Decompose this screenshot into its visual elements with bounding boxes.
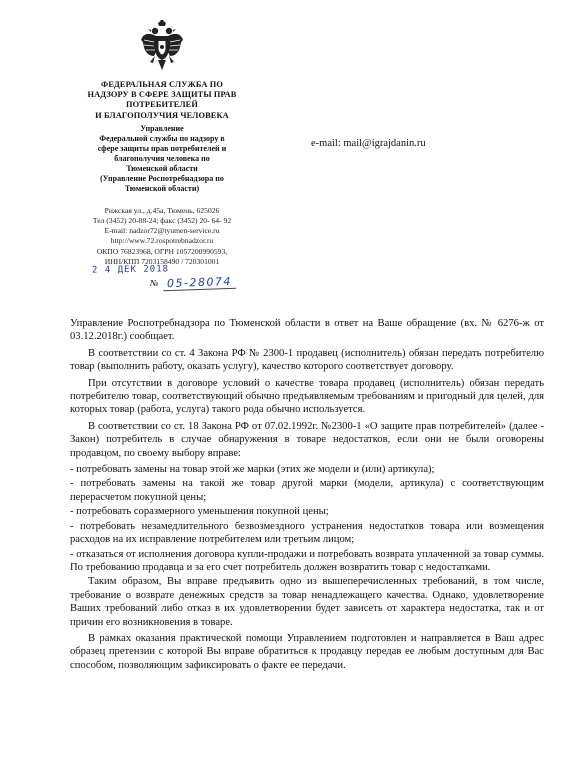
dept-name-line: сфере защиты прав потребителей и <box>97 143 227 153</box>
paragraph-article-4: В соответствии со ст. 4 Закона РФ № 2300-1 продавец (исполнитель) обязан передать потребителю товар (выполнить работу, оказать услугу), качество которого соответствует договору. <box>70 347 544 373</box>
paragraph-quality: При отсутствии в договоре условий о качестве товара продавец (исполнитель) обязан передать потребителю товар, соответствующий обычно предъявляемым требованиям и пригодный для целей, для которых товар (работа, услуга) такого рода обычно используется. <box>70 377 544 416</box>
reg-no-label: № <box>150 278 159 288</box>
paragraph-intro: Управление Роспотребнадзора по Тюменской области в ответ на Ваше обращение (вх. № 6276-ж от 03.12.2018г.) сообщает. <box>70 318 544 343</box>
dept-name-line: Тюменской области <box>126 163 198 173</box>
dept-name-line: Управление <box>140 123 184 133</box>
address-line: Рижская ул., д.45а, Тюмень, 625026 <box>104 205 220 215</box>
department-name <box>62 124 262 194</box>
phone-line: Тел (3452) 20-88-24; факс (3452) 20- 64- 92 <box>92 216 232 226</box>
reg-no-value: 05-28074 <box>162 275 235 292</box>
organization-name <box>62 80 262 121</box>
list-item: - потребовать соразмерного уменьшения покупной цены; <box>70 506 329 518</box>
paragraph-assistance: В рамках оказания практической помощи Управлением подготовлен и направляется в Ваш адрес образец претензии с которой Вы вправе обратиться к продавцу передав ее любым доступным для Вас способом, позволяющим зафиксировать о факте ее передачи. <box>70 632 544 671</box>
dept-name-line: Федеральной службы по надзору в <box>99 133 225 143</box>
registry-codes-line: ОКПО 76823968, ОГРН 1057200990593, <box>96 246 228 256</box>
list-item: - потребовать замены на товар этой же марки (этих же модели и (или) артикула); <box>70 464 435 476</box>
recipient-email: e-mail: mail@igrajdanin.ru <box>311 138 426 149</box>
letterhead <box>62 20 262 267</box>
letter-body <box>70 317 544 675</box>
tax-codes-line: ИНН/КПП 7203158490 / 720301001 <box>104 256 220 266</box>
email-line: E-mail: nadzor72@tyumen-service.ru <box>104 226 220 236</box>
list-item: - отказаться от исполнения договора купли-продажи и потребовать возврата уплаченной за товар суммы. По требованию продавца и за его счет потребитель должен возвратить товар с недостатками. <box>70 548 544 573</box>
date-stamp: 2 4 ДЕК 2018 <box>91 264 170 276</box>
list-item: - потребовать незамедлительного безвозмездного устранения недостатков товара или возмещения расходов на их исправление потребителем или третьим лицом; <box>70 520 544 546</box>
org-name-line: И БЛАГОПОЛУЧИЯ ЧЕЛОВЕКА <box>95 110 229 120</box>
dept-name-line: Тюменской области) <box>124 183 200 193</box>
contact-details <box>62 206 262 267</box>
paragraph-conclusion: Таким образом, Вы вправе предъявить одно из вышеперечисленных требований, в том числе, требование о возврате денежных средств за товар ненадлежащего качества. Однако, удовлетворение Ваших требований либо отказ в их удовлетворении будет зависеть от характера недостатка, так и от причин его возникновения в товаре. <box>70 576 544 628</box>
org-name-line: НАДЗОРУ В СФЕРЕ ЗАЩИТЫ ПРАВ <box>87 90 237 100</box>
list-item: - потребовать замены на такой же товар другой марки (модели, артикула) с соответствующим перерасчетом покупной цены; <box>70 478 544 503</box>
website-line: http://www.72.rospotrebnadzor.ru <box>110 236 214 246</box>
coat-of-arms-icon <box>140 20 184 74</box>
paragraph-article-18: В соответствии со ст. 18 Закона РФ от 07.02.1992г. №2300-1 «О защите прав потребителей» (далее - Закон) потребитель в случае обнаружения в товаре недостатков, если они не были оговорены продавцом, по своему выбору вправе: <box>70 420 544 459</box>
registration-number <box>150 276 235 290</box>
org-name-line: ФЕДЕРАЛЬНАЯ СЛУЖБА ПО <box>101 80 223 89</box>
org-name-line: ПОТРЕБИТЕЛЕЙ <box>126 100 198 110</box>
dept-name-line: благополучия человека по <box>114 153 210 163</box>
dept-name-line: (Управление Роспотребнадзора по <box>100 173 224 183</box>
